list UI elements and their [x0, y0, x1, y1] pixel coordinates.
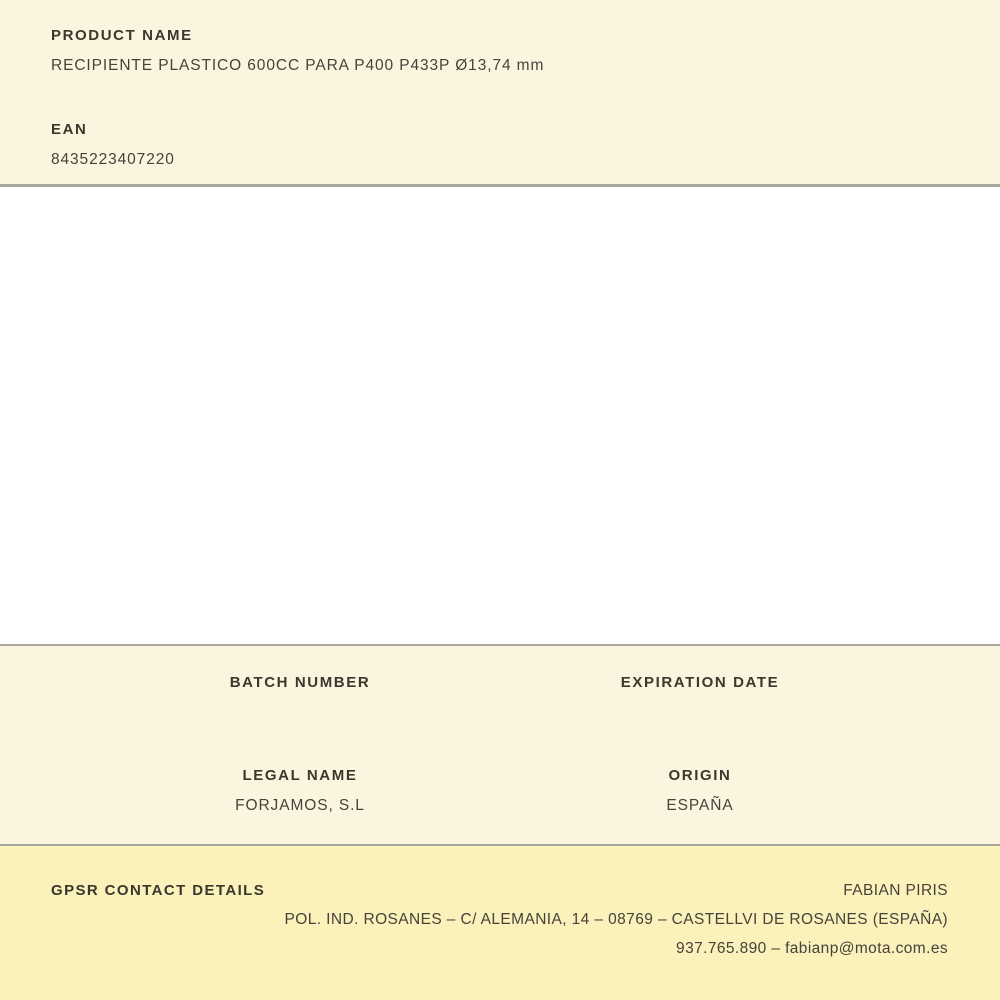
- gpsr-contact-section: [0, 846, 1000, 1000]
- ean-field: [51, 121, 949, 169]
- legal-name-label: LEGAL NAME: [242, 767, 358, 784]
- expiration-date-value: [500, 704, 900, 722]
- product-image-area: [0, 187, 1000, 644]
- product-name-field: [51, 27, 949, 75]
- ean-value: 8435223407220: [51, 151, 175, 168]
- traceability-section: [0, 646, 1000, 844]
- gpsr-contact-details-label: GPSR CONTACT DETAILS: [51, 882, 266, 899]
- product-info-section: [0, 0, 1000, 184]
- product-name-value: RECIPIENTE PLASTICO 600CC PARA P400 P433P Ø13,74 mm: [51, 57, 545, 74]
- batch-number-field: [100, 674, 500, 722]
- ean-label: EAN: [51, 121, 88, 138]
- gpsr-header-row: [51, 882, 948, 900]
- fields-grid: [100, 674, 900, 815]
- legal-name-value: FORJAMOS, S.L: [235, 797, 365, 814]
- legal-name-field: [100, 767, 500, 815]
- origin-label: ORIGIN: [668, 767, 732, 784]
- origin-value: ESPAÑA: [666, 797, 734, 814]
- gpsr-address: POL. IND. ROSANES – C/ ALEMANIA, 14 – 08769 – CASTELLVI DE ROSANES (ESPAÑA): [284, 911, 948, 928]
- expiration-date-field: [500, 674, 900, 722]
- product-name-label: PRODUCT NAME: [51, 27, 193, 44]
- batch-number-label: BATCH NUMBER: [229, 674, 371, 691]
- gpsr-phone-email: 937.765.890 – fabianp@mota.com.es: [676, 940, 948, 957]
- batch-number-value: [100, 704, 500, 722]
- gpsr-contact-name: FABIAN PIRIS: [843, 882, 948, 899]
- expiration-date-label: EXPIRATION DATE: [620, 674, 780, 691]
- origin-field: [500, 767, 900, 815]
